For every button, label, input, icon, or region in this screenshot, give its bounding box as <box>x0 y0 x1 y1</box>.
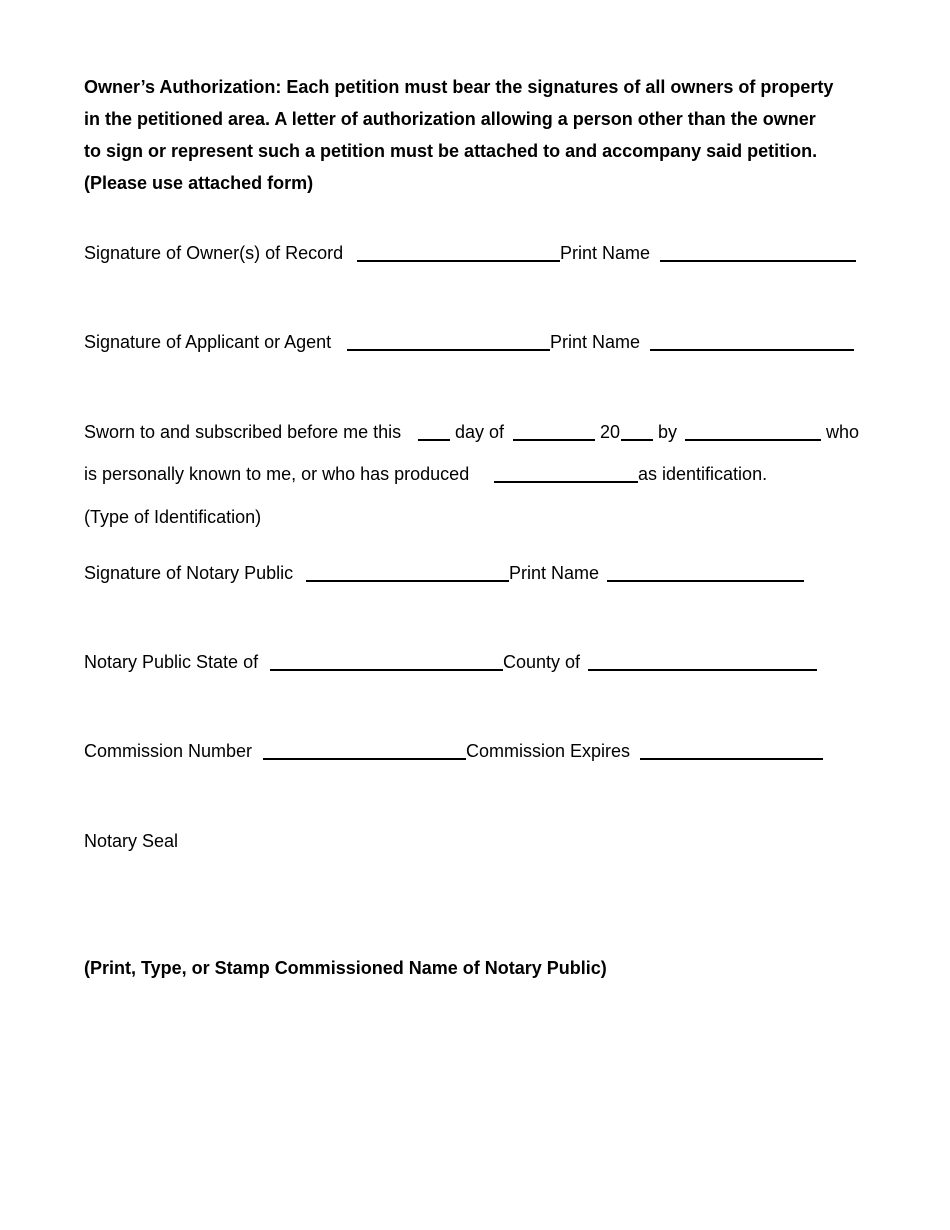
sworn-by-label: by <box>658 422 678 442</box>
owner-print-name-field[interactable] <box>660 260 856 262</box>
owner-signature-label: Signature of Owner(s) of Record <box>84 243 344 263</box>
commission-number-label: Commission Number <box>84 741 253 761</box>
identification-field[interactable] <box>494 481 638 483</box>
identification-type-note: (Type of Identification) <box>84 507 262 527</box>
notary-seal-label: Notary Seal <box>84 831 179 851</box>
authorization-line-2: in the petitioned area. A letter of authorization allowing a person other than the owner <box>84 109 816 129</box>
notary-county-field[interactable] <box>588 669 817 671</box>
sworn-identification-text: as identification. <box>638 464 768 484</box>
authorization-line-1: Owner’s Authorization: Each petition must bear the signatures of all owners of property <box>84 77 834 97</box>
commission-number-field[interactable] <box>263 758 466 760</box>
applicant-print-name-field[interactable] <box>650 349 854 351</box>
sworn-by-name-field[interactable] <box>685 439 821 441</box>
sworn-year-field[interactable] <box>621 439 653 441</box>
notary-state-field[interactable] <box>270 669 503 671</box>
commission-expires-field[interactable] <box>640 758 823 760</box>
sworn-who-label: who <box>826 422 860 442</box>
authorization-line-3: to sign or represent such a petition must be attached to and accompany said petition. <box>84 141 818 161</box>
applicant-print-name-label: Print Name <box>550 332 641 352</box>
notary-print-name-field[interactable] <box>607 580 804 582</box>
sworn-text: Sworn to and subscribed before me this <box>84 422 402 442</box>
notary-signature-field[interactable] <box>306 580 509 582</box>
owner-print-name-label: Print Name <box>560 243 651 263</box>
commission-expires-label: Commission Expires <box>466 741 631 761</box>
commissioned-name-note: (Print, Type, or Stamp Commissioned Name of Notary Public) <box>84 958 607 978</box>
sworn-day-of-label: day of <box>455 422 505 442</box>
notary-signature-label: Signature of Notary Public <box>84 563 294 583</box>
sworn-known-text: is personally known to me, or who has produced <box>84 464 470 484</box>
applicant-signature-field[interactable] <box>347 349 550 351</box>
notary-state-label: Notary Public State of <box>84 652 259 672</box>
authorization-line-4: (Please use attached form) <box>84 173 314 193</box>
notary-county-label: County of <box>503 652 581 672</box>
applicant-signature-label: Signature of Applicant or Agent <box>84 332 332 352</box>
owner-signature-field[interactable] <box>357 260 560 262</box>
sworn-month-field[interactable] <box>513 439 595 441</box>
notary-print-name-label: Print Name <box>509 563 600 583</box>
sworn-year-prefix: 20 <box>600 422 621 442</box>
sworn-day-field[interactable] <box>418 439 450 441</box>
